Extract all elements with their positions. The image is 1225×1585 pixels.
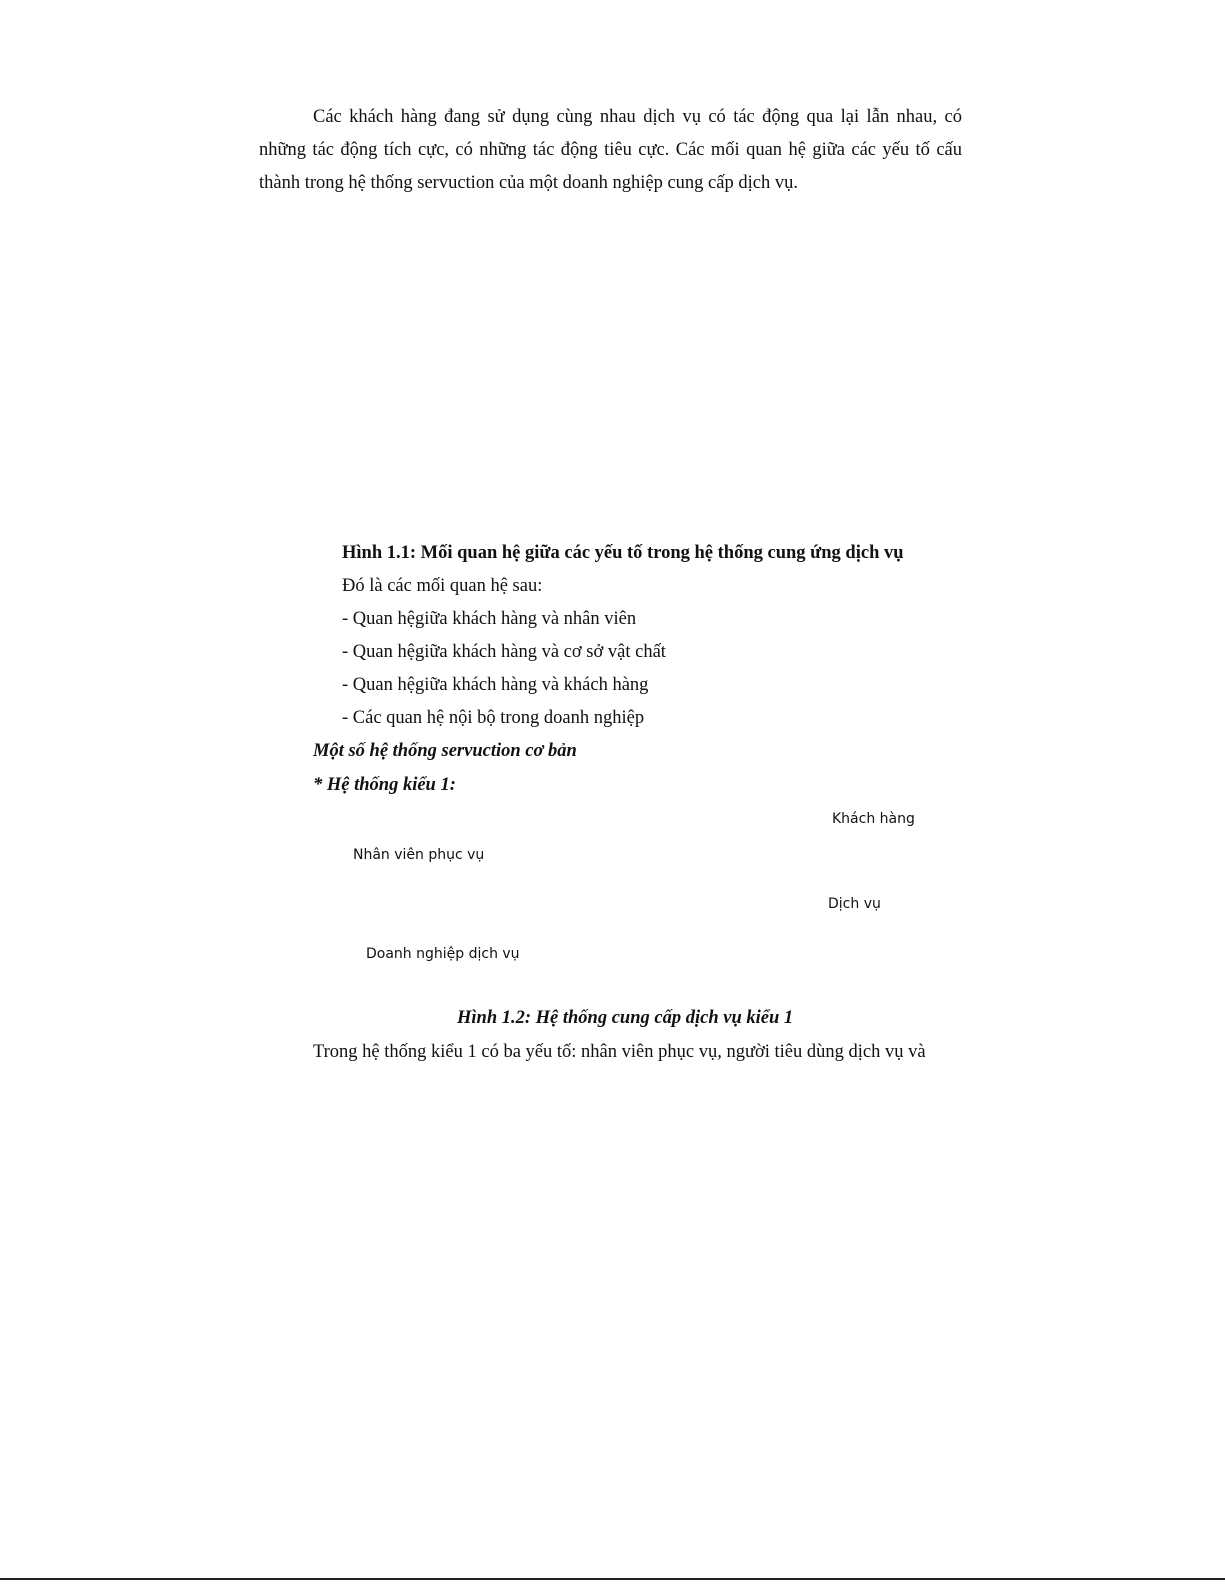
diagram-label-service: Dịch vụ [828,896,881,912]
diagram-label-staff: Nhân viên phục vụ [353,847,485,863]
intro-paragraph: Các khách hàng đang sử dụng cùng nhau dịch vụ có tác động qua lại lẫn nhau, có những tác động tích cực, có những tác động tiêu cực. Các mối quan hệ giữa các yếu tố cấu thành trong hệ thống servuction của một doanh nghiệp cung cấp dịch vụ. [259,107,962,193]
relation-item: - Các quan hệ nội bộ trong doanh nghiệp [342,708,645,728]
diagram-label-customer: Khách hàng [832,811,915,827]
relations-intro: Đó là các mối quan hệ sau: [342,576,543,596]
relation-item: - Quan hệgiữa khách hàng và nhân viên [342,609,637,629]
page-bottom-border [0,1578,1225,1580]
figure-1-2-caption: Hình 1.2: Hệ thống cung cấp dịch vụ kiểu 1 [457,1008,794,1028]
closing-line: Trong hệ thống kiểu 1 có ba yếu tố: nhân viên phục vụ, người tiêu dùng dịch vụ và [313,1042,926,1062]
section-heading: Một số hệ thống servuction cơ bản [313,741,577,761]
figure-1-1-caption: Hình 1.1: Mối quan hệ giữa các yếu tố trong hệ thống cung ứng dịch vụ [342,543,904,563]
relation-item: - Quan hệgiữa khách hàng và khách hàng [342,675,649,695]
relation-item: - Quan hệgiữa khách hàng và cơ sở vật chất [342,642,666,662]
subsection-heading: * Hệ thống kiểu 1: [313,775,456,795]
diagram-label-enterprise: Doanh nghiệp dịch vụ [366,946,520,962]
